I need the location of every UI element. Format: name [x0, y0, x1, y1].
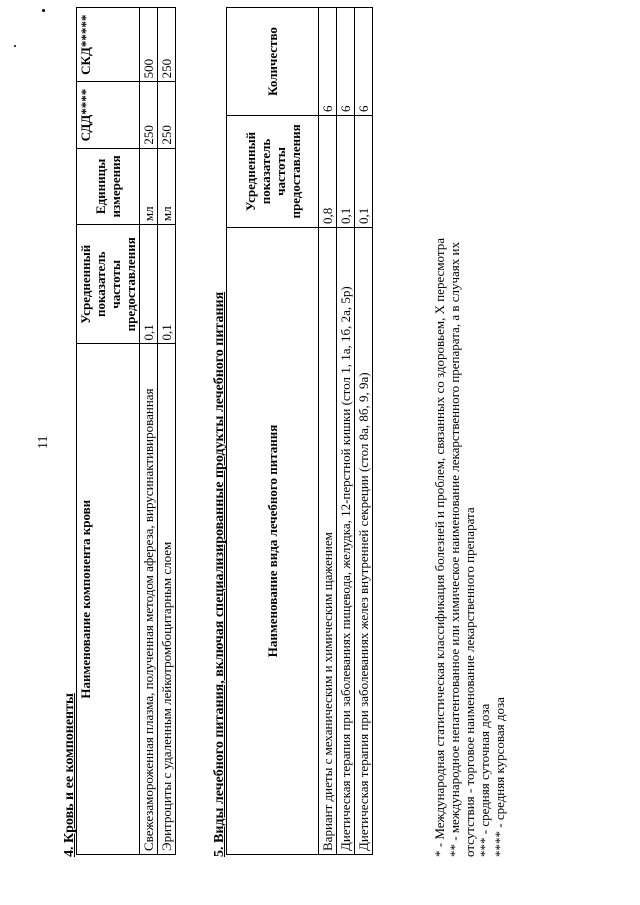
header-component-name: Наименование компонента крови: [77, 344, 140, 855]
header-nutrition-name: Наименование вида лечебного питания: [227, 227, 319, 854]
header-quantity: Количество: [227, 8, 319, 116]
blood-components-table: [76, 7, 176, 855]
header-frequency: Усредненный показатель частоты предоставления: [227, 115, 319, 227]
cell-quantity: 6: [337, 8, 355, 116]
header-sdd: СДД****: [77, 82, 140, 148]
table-header-row: [77, 8, 140, 855]
cell-name: Эритроциты с удаленным лейкотромбоцитарным слоем: [158, 344, 176, 855]
cell-quantity: 6: [355, 8, 373, 116]
header-frequency: Усредненный показатель частоты предоставления: [77, 225, 140, 344]
section-5-title: 5. Виды лечебного питания, включая специализированные продукты лечебного питания: [212, 291, 227, 857]
cell-name: Свежезамороженная плазма, полученная методом афереза, вирусинактивированная: [140, 344, 158, 855]
cell-frequency: 0,1: [355, 115, 373, 227]
header-skd: СКД*****: [77, 8, 140, 82]
cell-units: мл: [158, 148, 176, 224]
cell-frequency: 0,1: [337, 115, 355, 227]
cell-frequency: 0,8: [319, 115, 337, 227]
cell-name: Диетическая терапия при заболеваниях желез внутренней секреции (стол 8а, 8б, 9, 9а): [355, 227, 373, 854]
footnote-course-dose: **** - средняя курсовая доза: [492, 697, 507, 857]
cell-frequency: 0,1: [140, 225, 158, 344]
page-number: 11: [36, 435, 51, 449]
footnote-trade-name: отсутствия - торговое наименование лекарственного препарата: [462, 507, 477, 857]
scan-speck: [14, 45, 16, 47]
cell-sdd: 250: [140, 82, 158, 148]
table-row: [140, 8, 158, 855]
table-header-row: [227, 8, 319, 855]
header-units: Единицы измерения: [77, 148, 140, 224]
table-row: [158, 8, 176, 855]
cell-skd: 500: [140, 8, 158, 82]
table-row: [319, 8, 337, 855]
cell-skd: 250: [158, 8, 176, 82]
table-row: [337, 8, 355, 855]
footnote-inn: ** - международное непатентованное или химическое наименование лекарственного препарата, а в случаях их: [447, 242, 462, 857]
scan-speck: [42, 9, 45, 12]
cell-name: Вариант диеты с механическим и химическим щажением: [319, 227, 337, 854]
section-4-title: 4. Кровь и ее компоненты: [62, 693, 77, 857]
footnote-icd: * - Международная статистическая классификация болезней и проблем, связанных со здоровьем, X пересмотра: [432, 238, 447, 857]
cell-units: мл: [140, 148, 158, 224]
table-row: [355, 8, 373, 855]
cell-sdd: 250: [158, 82, 176, 148]
cell-quantity: 6: [319, 8, 337, 116]
footnotes: [432, 27, 507, 857]
cell-name: Диетическая терапия при заболеваниях пищевода, желудка, 12-перстной кишки (стол 1, 1а, 1б, 2а, 5р): [337, 227, 355, 854]
cell-frequency: 0,1: [158, 225, 176, 344]
footnote-daily-dose: *** - средняя суточная доза: [477, 703, 492, 857]
medical-nutrition-table: [226, 7, 373, 855]
